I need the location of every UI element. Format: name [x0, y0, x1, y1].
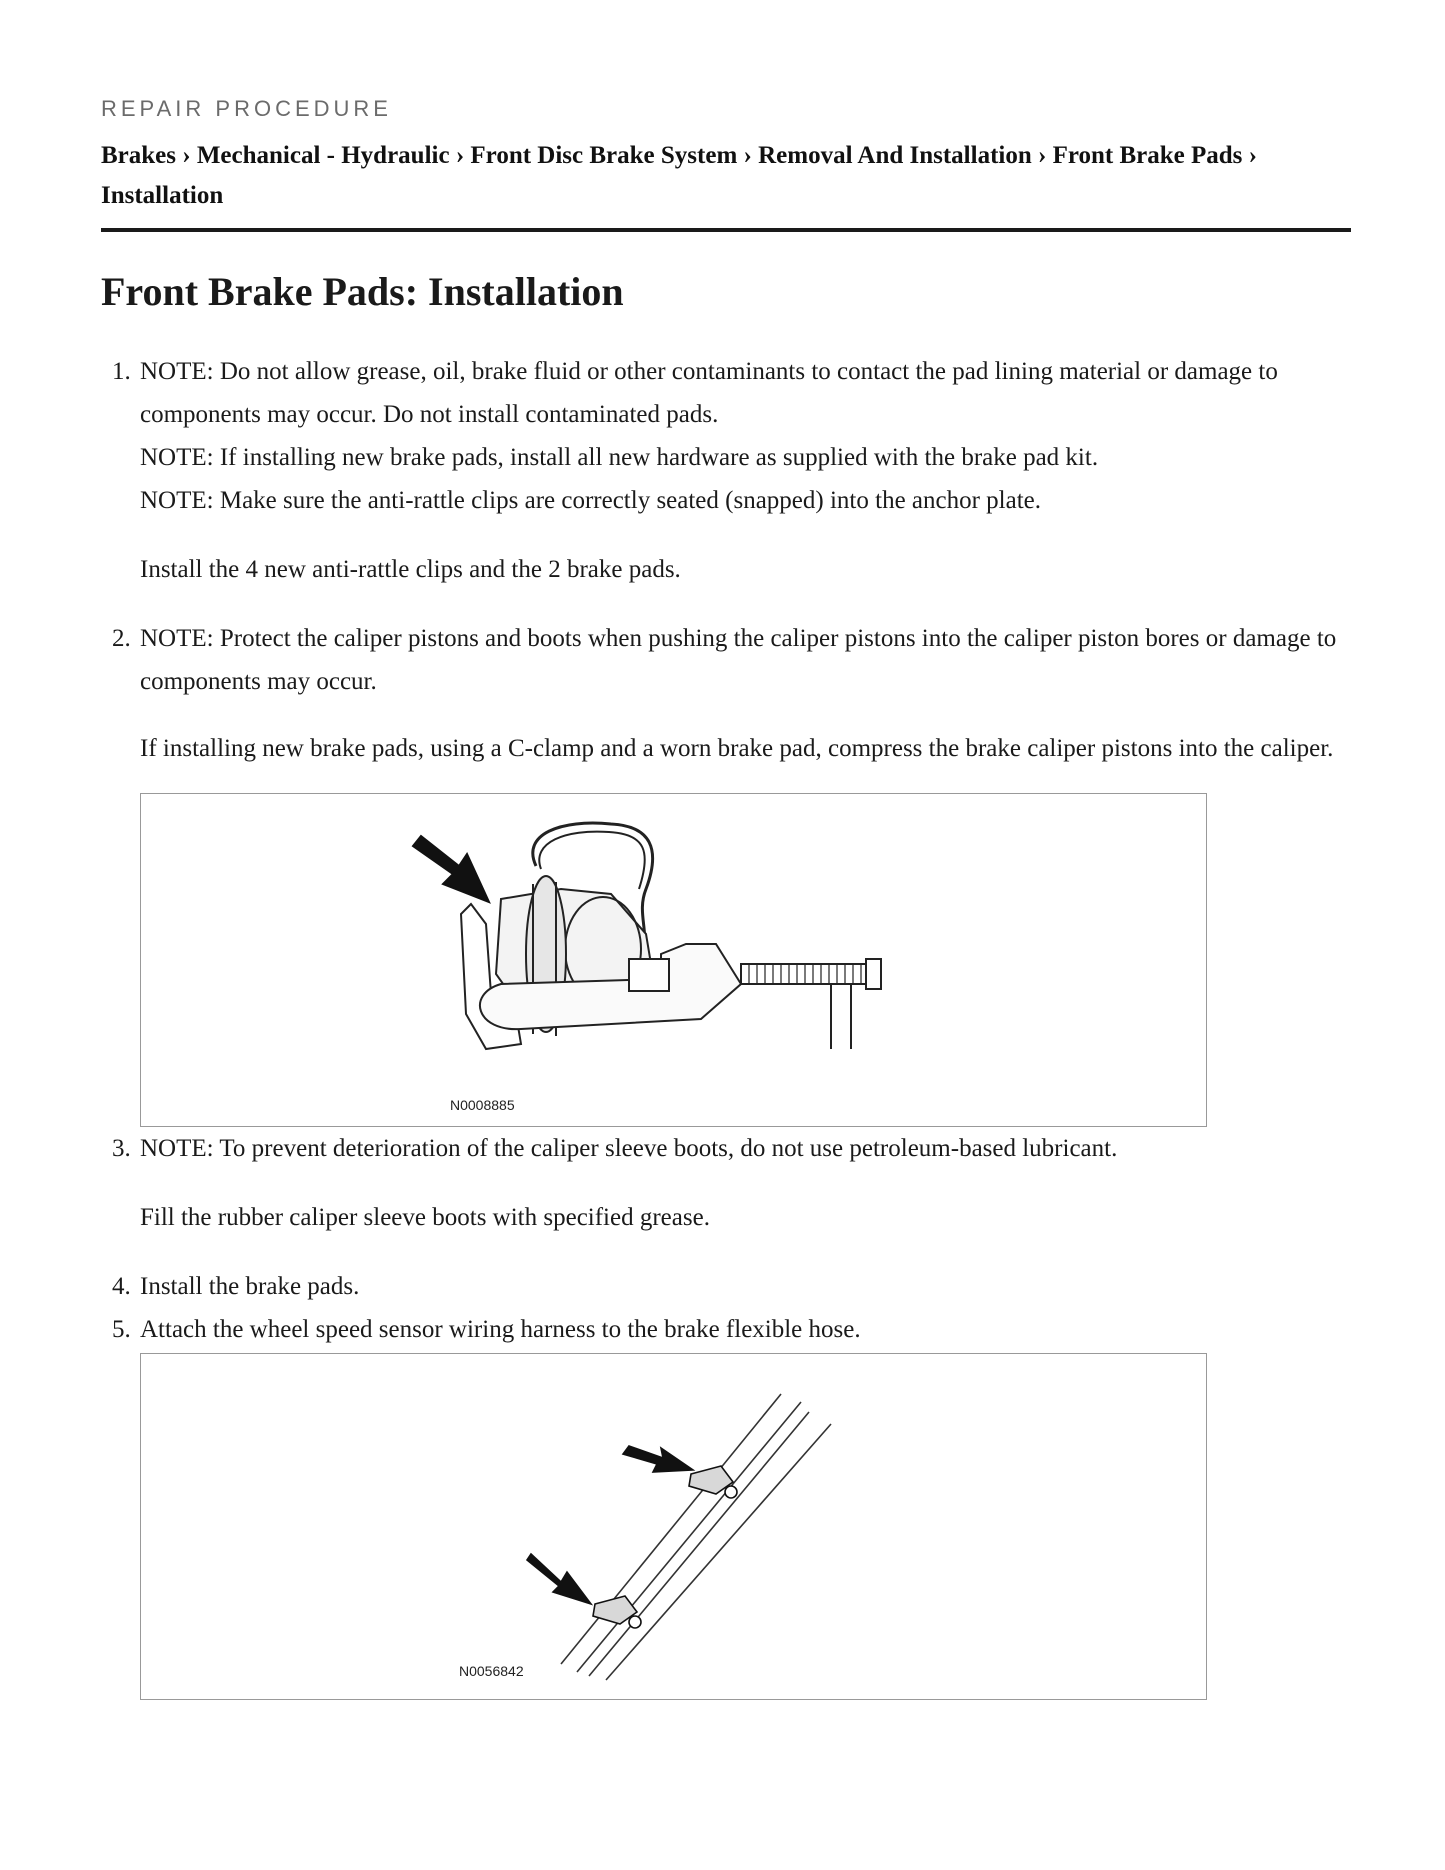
step-number: 3.	[112, 1135, 131, 1162]
step-1	[101, 350, 1351, 591]
step-4	[101, 1265, 1351, 1308]
breadcrumb-line-1: Brakes › Mechanical - Hydraulic › Front Disc Brake System › Removal And Installation › Front Brake Pads ›	[101, 142, 1257, 169]
procedure-steps	[101, 350, 1351, 1700]
figure-code: N0008885	[450, 1097, 515, 1113]
step-instruction: Install the 4 new anti-rattle clips and the 2 brake pads.	[140, 556, 681, 583]
step-note: NOTE: Protect the caliper pistons and boots when pushing the caliper pistons into the caliper piston bores or damage to components may occur.	[140, 625, 1337, 695]
section-kicker: REPAIR PROCEDURE	[101, 96, 392, 121]
step-note: NOTE: Make sure the anti-rattle clips are correctly seated (snapped) into the anchor plate.	[140, 487, 1042, 514]
step-5	[101, 1308, 1351, 1700]
step-instruction: Fill the rubber caliper sleeve boots with specified grease.	[140, 1204, 710, 1231]
breadcrumb-line-2: Installation	[101, 182, 224, 209]
header-divider	[101, 228, 1351, 232]
step-instruction: Attach the wheel speed sensor wiring harness to the brake flexible hose.	[140, 1316, 861, 1343]
step-note: NOTE: Do not allow grease, oil, brake fluid or other contaminants to contact the pad lining material or damage to components may occur. Do not install contaminated pads.	[140, 358, 1278, 428]
page-title: Front Brake Pads: Installation	[101, 269, 624, 314]
step-note: NOTE: If installing new brake pads, install all new hardware as supplied with the brake pad kit.	[140, 444, 1099, 471]
step-number: 2.	[112, 625, 131, 652]
step-instruction: If installing new brake pads, using a C-clamp and a worn brake pad, compress the brake caliper pistons into the caliper.	[140, 735, 1334, 762]
breadcrumb	[101, 136, 1351, 216]
figure-code: N0056842	[459, 1663, 524, 1679]
step-instruction: Install the brake pads.	[140, 1273, 360, 1300]
step-number: 4.	[112, 1273, 131, 1300]
wiring-harness-figure	[140, 1353, 1207, 1700]
caliper-c-clamp-illustration	[141, 794, 1208, 1128]
step-2	[101, 617, 1351, 1127]
step-3	[101, 1127, 1351, 1239]
step-number: 5.	[112, 1316, 131, 1343]
step-number: 1.	[112, 358, 131, 385]
caliper-c-clamp-figure	[140, 793, 1207, 1127]
wiring-harness-illustration	[141, 1354, 1208, 1701]
step-note: NOTE: To prevent deterioration of the caliper sleeve boots, do not use petroleum-based lubricant.	[140, 1135, 1118, 1162]
